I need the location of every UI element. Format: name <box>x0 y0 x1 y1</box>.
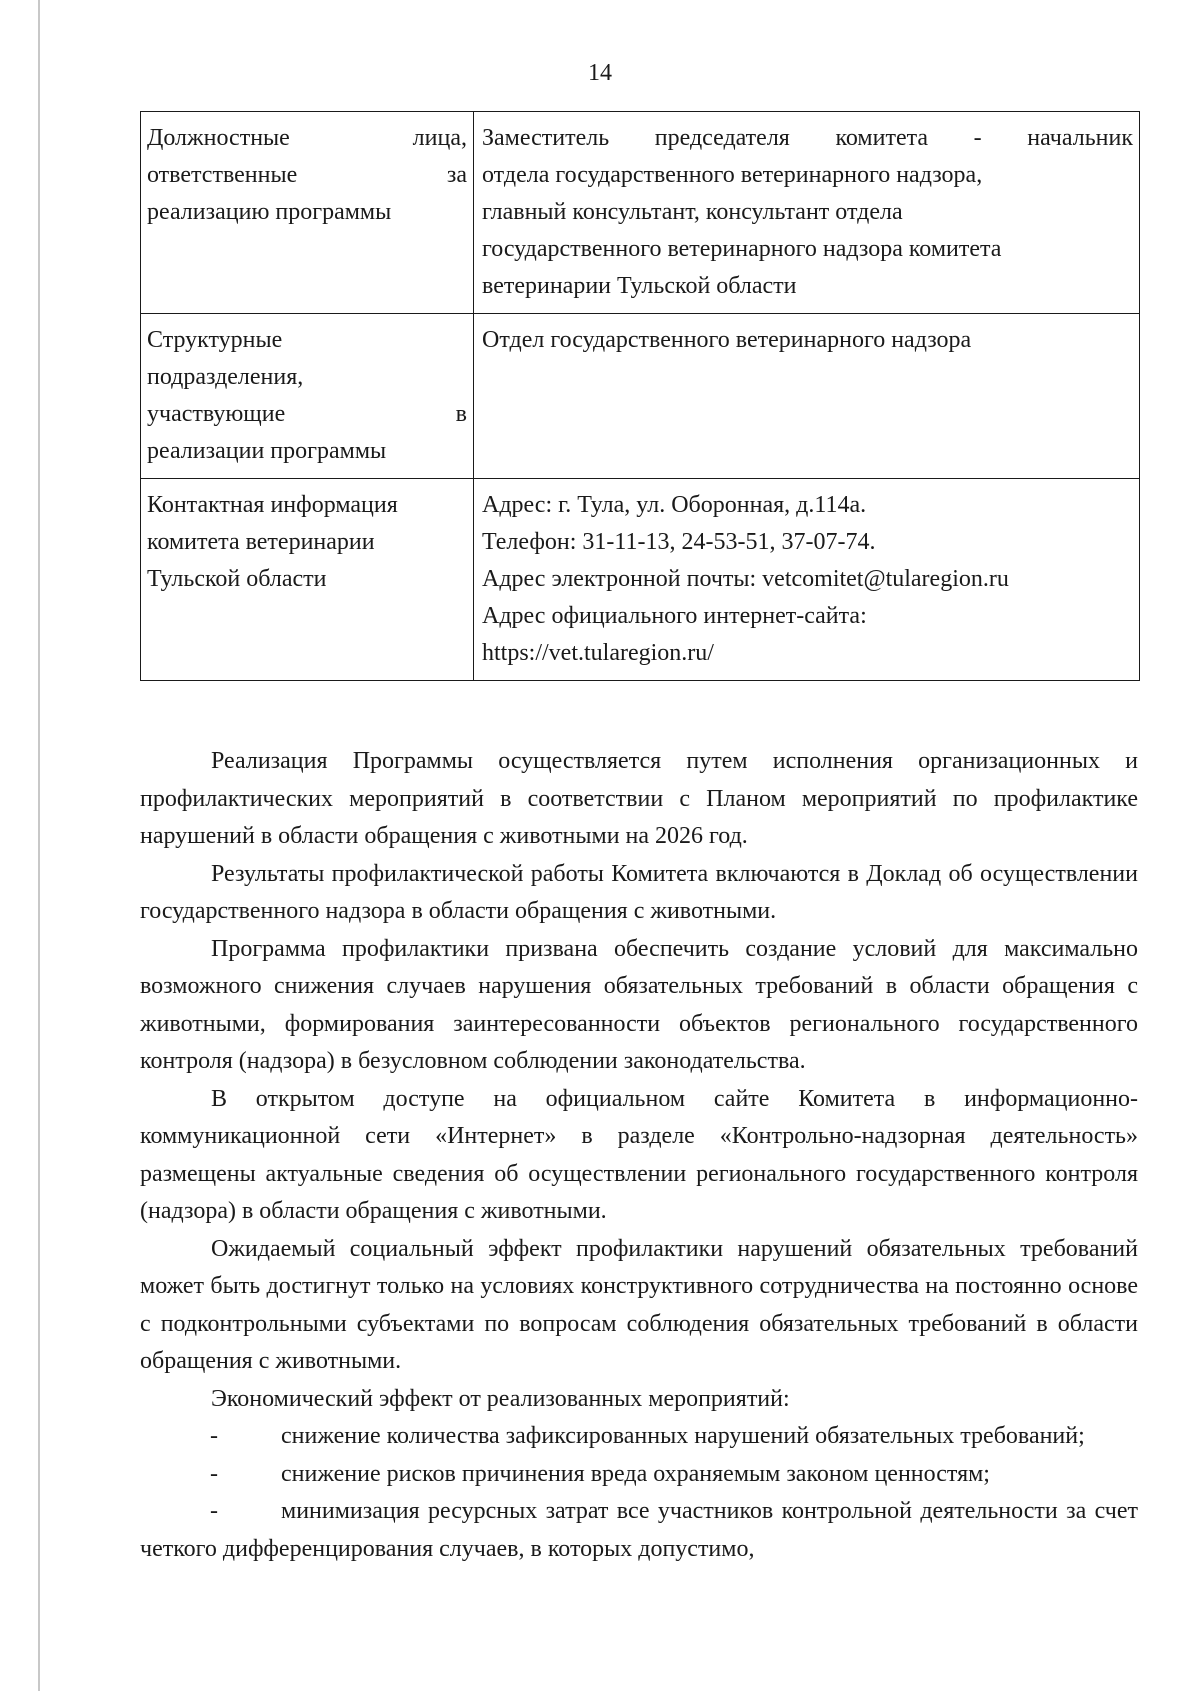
cell-line: https://vet.tularegion.ru/ <box>482 640 714 666</box>
cell-line: Адрес официального интернет-сайта: <box>482 603 867 629</box>
body-paragraph: Программа профилактики призвана обеспечить создание условий для максимально возможного снижения случаев нарушения обязательных требований в области обращения с животными, формирования заинтересованности объектов регионального государственного контроля (надзора) в безусловном соблюдении законодательства. <box>140 935 1138 1074</box>
cell-line: государственного ветеринарного надзора комитета <box>482 236 1002 262</box>
cell-line: Должностные лица, <box>147 125 467 151</box>
cell-line: реализации программы <box>147 438 387 464</box>
cell-line: комитета ветеринарии <box>147 529 375 555</box>
list-bullet-dash: - <box>210 1460 218 1487</box>
table-cell-value <box>474 479 1140 681</box>
body-paragraph: В открытом доступе на официальном сайте Комитета в информационно-коммуникационной сети «Интернет» в разделе «Контрольно-надзорная деятельность» размещены актуальные сведения об осуществлении регионального государственного контроля (надзора) в области обращения с животными. <box>140 1085 1138 1224</box>
cell-line: ответственные за <box>147 162 467 188</box>
body-paragraph: Реализация Программы осуществляется путем исполнения организационных и профилактических мероприятий в соответствии с Планом мероприятий по профилактике нарушений в области обращения с животными на 2026 год. <box>140 748 1138 849</box>
document-body <box>140 743 1138 1568</box>
cell-line: участвующие в <box>147 401 467 427</box>
list-item <box>140 1493 1138 1568</box>
page-margin-line <box>38 0 40 1691</box>
table-row <box>141 314 1140 479</box>
list-item <box>140 1456 1138 1494</box>
cell-line: Тульской области <box>147 566 327 592</box>
list-item-text: снижение количества зафиксированных нарушений обязательных требований; <box>281 1423 1085 1449</box>
table-cell-label <box>141 112 474 314</box>
cell-line: главный консультант, консультант отдела <box>482 199 903 225</box>
table-row <box>141 479 1140 681</box>
cell-line: подразделения, <box>147 364 304 390</box>
body-paragraph: Ожидаемый социальный эффект профилактики нарушений обязательных требований может быть достигнут только на условиях конструктивного сотрудничества на постоянно основе с подконтрольными субъектами по вопросам соблюдения обязательных требований в области обращения с животными. <box>140 1235 1138 1374</box>
cell-line: отдела государственного ветеринарного надзора, <box>482 162 983 188</box>
body-paragraph: Результаты профилактической работы Комитета включаются в Доклад об осуществлении государственного надзора в области обращения с животными. <box>140 860 1138 924</box>
list-bullet-dash: - <box>210 1498 218 1524</box>
table-cell-label <box>141 314 474 479</box>
table-cell-label <box>141 479 474 681</box>
program-info-table <box>140 111 1140 681</box>
cell-line: Отдел государственного ветеринарного надзора <box>482 327 972 353</box>
table-cell-value <box>474 314 1140 479</box>
cell-line: ветеринарии Тульской области <box>482 273 797 299</box>
cell-line: реализацию программы <box>147 199 392 225</box>
cell-line: Телефон: 31-11-13, 24-53-51, 37-07-74. <box>482 529 876 555</box>
table-row <box>141 112 1140 314</box>
list-bullet-dash: - <box>210 1423 218 1449</box>
cell-line: Заместитель председателя комитета - начальник <box>482 125 1133 151</box>
cell-line: Структурные <box>147 327 283 353</box>
table-cell-value <box>474 112 1140 314</box>
cell-line: Контактная информация <box>147 492 398 518</box>
list-item-text: минимизация ресурсных затрат все участников контрольной деятельности за счет четкого дифференцирования случаев, в которых допустимо, <box>140 1498 1138 1562</box>
list-item <box>140 1418 1138 1456</box>
body-paragraph: Экономический эффект от реализованных мероприятий: <box>211 1385 790 1412</box>
cell-line: Адрес: г. Тула, ул. Оборонная, д.114а. <box>482 492 867 518</box>
cell-line: Адрес электронной почты: vetcomitet@tularegion.ru <box>482 566 1009 592</box>
list-item-text: снижение рисков причинения вреда охраняемым законом ценностям; <box>281 1460 990 1487</box>
page-number: 14 <box>588 60 612 86</box>
